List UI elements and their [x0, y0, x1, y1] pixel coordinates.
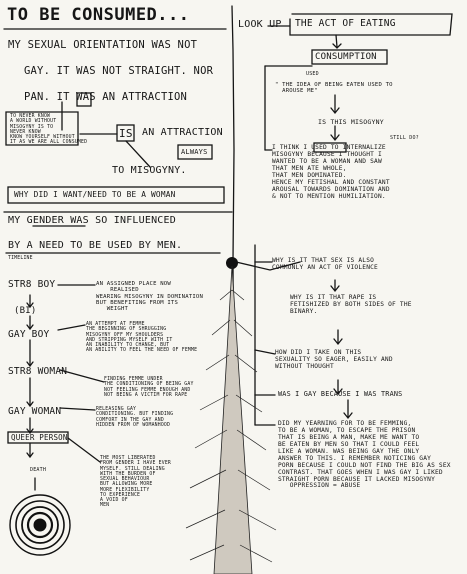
orientation-line-2: GAY. IT WAS NOT STRAIGHT. NOR — [24, 65, 214, 77]
idea-quote: " THE IDEA OF BEING EATEN USED TO AROUSE ME" — [275, 82, 393, 95]
is-box-label: IS — [119, 127, 133, 140]
note-gay-woman: RELEASING GAY CONDITIONING. BUT FINDING COMFORT IN THE GAY AND HIDDEN FROM OF WOMANHOOD — [96, 407, 174, 428]
to-misogyny-text: TO MISOGYNY. — [112, 165, 187, 176]
why-sex-question: WHY IS IT THAT SEX IS ALSO COMMONLY AN ACT OF VIOLENCE — [272, 257, 378, 271]
note-str8-woman: FINDING FEMME UNDER THE CONDITIONING OF BEING GAY NOT FEELING FEMME ENOUGH AND NOT BEING A VICTIM FOR RAPE — [104, 377, 194, 398]
look-up-label: LOOK UP — [238, 19, 282, 30]
note-queer-person: THE MOST LIBERATED FROM GENDER I HAVE EVER MYSELF. STILL DEALING WITH THE BURDEN OF SEXUAL BEHAVIOUR BUT ALLOWING MORE MORE FLEXIBILITY TO EXPERIENCE A VOID OF MEN — [100, 456, 172, 509]
act-of-eating-title: THE ACT OF EATING — [295, 18, 396, 29]
stage-bi: (BI) — [14, 306, 37, 316]
gender-line-1: MY GENDER WAS SO INFLUENCED — [8, 215, 176, 226]
why-rape-question: WHY IS IT THAT RAPE IS FETISHIZED BY BOTH SIDES OF THE BINARY. — [290, 294, 412, 315]
note-gay-boy: AN ATTEMPT AT FEMME THE BEGINNING OF SHRUGGING MISOGYNY OFF MY SHOULDERS AND STRIPPING MYSELF WITH IT AN INABILITY TO CHANGE, BUT AN ABILITY TO FEEL THE NEED OF FEMME — [86, 322, 198, 354]
still-do-note: STILL DO? — [390, 135, 419, 141]
stage-death: DEATH — [30, 467, 47, 473]
always-label: ALWAYS — [181, 148, 208, 156]
page-title: TO BE CONSUMED... — [7, 5, 190, 25]
timeline-label: TIMELINE — [8, 256, 33, 261]
i-think-paragraph: I THINK I USED TO INTERNALIZE MISOGYNY BECAUSE I THOUGHT I WANTED TO BE A WOMAN AND SAW THAT MEN ATE WHOLE, THAT MEN DOMINATED. HENCE MY FETISHAL AND CONSTANT AROUSAL TOWARDS DOMINATION AND & NOT TO MENTION HUMILIATION. — [272, 144, 390, 200]
yearning-paragraph: DID MY YEARNING FOR TO BE FEMMING, TO BE A WOMAN, TO ESCAPE THE PRISON THAT IS BEING A MAN, MAKE ME WANT TO BE EATEN BY MEN SO THAT I COULD FEEL LIKE A WOMAN. WAS BEING GAY THE ONLY ANSWER TO THIS. I REMEMBER NOTICING GAY PORN BECAUSE I COULD NOT FIND THE BIG AS SEX CONTRAST. THAT GOES WHEN I WAS GAY I LIKED STRAIGHT PORN BECAUSE IT LACKED MISOGYNY OPPRESSION = ABUSE — [278, 420, 451, 490]
gender-line-2: BY A NEED TO BE USED BY MEN. — [8, 240, 183, 251]
misogyny-question: IS THIS MISOGYNY — [318, 118, 384, 126]
stage-str8-woman: STR8 WOMAN — [8, 366, 68, 377]
cone-drawing — [214, 266, 252, 574]
consumption-label: CONSUMPTION — [315, 52, 377, 62]
note-str8-boy: AN ASSIGNED PLACE NOW REALISED WEARING MISOGYNY IN DOMINATION BUT BENEFITING FROM ITS WEIGHT — [96, 281, 204, 312]
why-want-heading: WHY DID I WANT/NEED TO BE A WOMAN — [14, 190, 176, 199]
stage-queer-person: QUEER PERSON — [11, 433, 68, 442]
used-label: USED — [306, 71, 319, 77]
stage-gay-boy: GAY BOY — [8, 329, 50, 340]
orientation-line-1: MY SEXUAL ORIENTATION WAS NOT — [8, 39, 198, 51]
was-gay-question: WAS I GAY BECAUSE I WAS TRANS — [278, 390, 403, 398]
orientation-line-3: PAN. IT WAS AN ATTRACTION — [24, 91, 188, 103]
stage-str8-boy: STR8 BOY — [8, 279, 56, 290]
never-know-note: TO NEVER KNOW A WORLD WITHOUT MISOGYNY IS TO NEVER KNOW KNOW YOURSELF WITHOUT IT AS WE ARE ALL CONSUMED — [10, 114, 88, 146]
spiral-hole — [10, 495, 70, 555]
stage-gay-woman: GAY WOMAN — [8, 406, 62, 417]
attraction-text: AN ATTRACTION — [142, 127, 223, 138]
how-take-question: HOW DID I TAKE ON THIS SEXUALITY SO EAGER, EASILY AND WITHOUT THOUGHT — [275, 349, 393, 370]
